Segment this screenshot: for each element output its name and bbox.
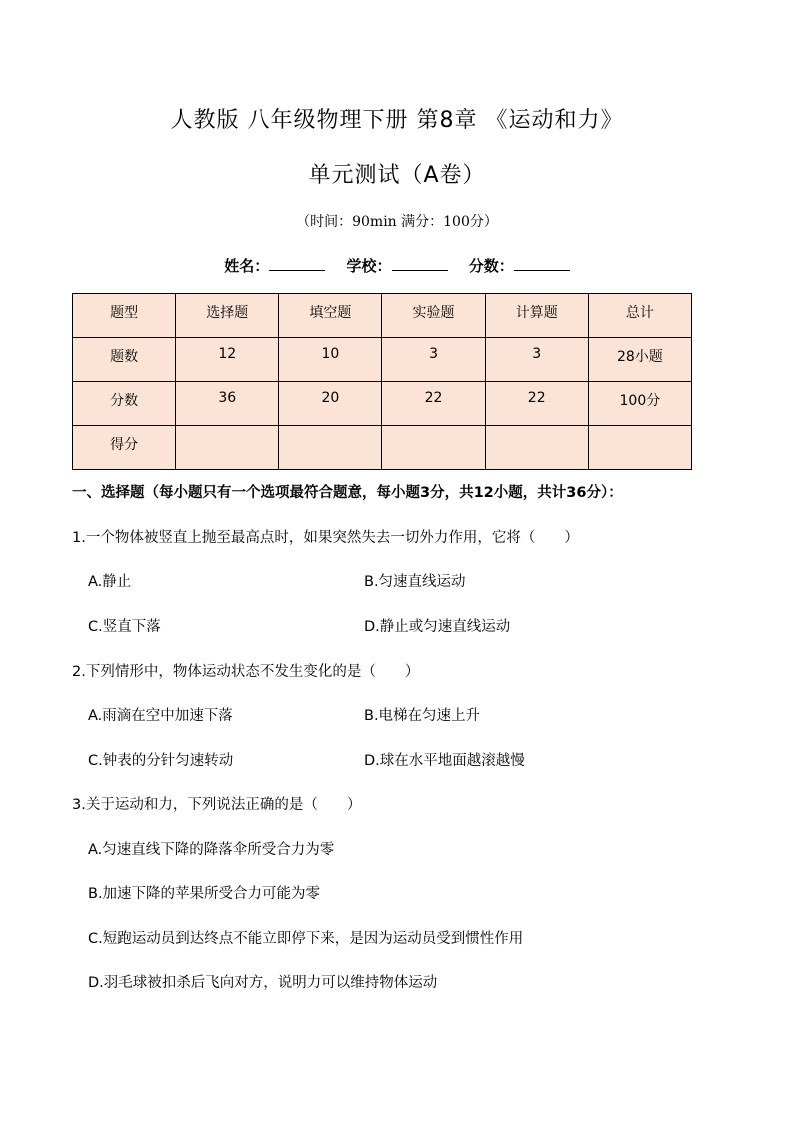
table-cell: 题型: [73, 294, 176, 338]
table-cell: 22: [382, 382, 485, 426]
score-field: [469, 257, 570, 275]
question-stem: 3.关于运动和力，下列说法正确的是（ ）: [72, 797, 362, 813]
option-c[interactable]: C.钟表的分针匀速转动: [88, 753, 234, 769]
table-cell: 3: [382, 338, 485, 382]
option-d[interactable]: D.羽毛球被扣杀后飞向对方，说明力可以维持物体运动: [88, 975, 438, 991]
table-cell: 100分: [588, 382, 691, 426]
table-cell: 10: [279, 338, 382, 382]
document-subtitle: 单元测试（A卷）: [308, 163, 486, 188]
student-info-fields: [0, 255, 794, 276]
table-cell: 填空题: [279, 294, 382, 338]
option-b[interactable]: B.电梯在匀速上升: [364, 708, 481, 724]
table-row: [73, 338, 692, 382]
option-c[interactable]: C.短跑运动员到达终点不能立即停下来，是因为运动员受到惯性作用: [88, 931, 524, 947]
school-blank[interactable]: [392, 270, 448, 271]
score-input-cell[interactable]: [485, 426, 588, 470]
table-cell: 3: [485, 338, 588, 382]
school-label: 学校：: [346, 257, 392, 275]
option-a[interactable]: A.静止: [88, 574, 132, 590]
document-title: 人教版 八年级物理下册 第8章 《运动和力》: [170, 108, 624, 133]
table-cell: 22: [485, 382, 588, 426]
option-d[interactable]: D.球在水平地面越滚越慢: [364, 753, 525, 769]
score-input-cell[interactable]: [382, 426, 485, 470]
table-cell: 36: [176, 382, 279, 426]
option-b[interactable]: B.加速下降的苹果所受合力可能为零: [88, 886, 321, 902]
school-field: [346, 257, 447, 275]
option-b[interactable]: B.匀速直线运动: [364, 574, 466, 590]
score-input-cell[interactable]: [588, 426, 691, 470]
option-c[interactable]: C.竖直下落: [88, 619, 161, 635]
table-cell: 选择题: [176, 294, 279, 338]
option-a[interactable]: A.雨滴在空中加速下落: [88, 708, 233, 724]
table-row: [73, 294, 692, 338]
table-cell: 28小题: [588, 338, 691, 382]
option-a[interactable]: A.匀速直线下降的降落伞所受合力为零: [88, 842, 335, 858]
table-row: [73, 382, 692, 426]
table-cell: 12: [176, 338, 279, 382]
score-input-cell[interactable]: [279, 426, 382, 470]
table-cell: 总计: [588, 294, 691, 338]
exam-info: （时间：90min 满分：100分）: [296, 214, 498, 230]
table-cell: 分数: [73, 382, 176, 426]
score-label: 分数：: [468, 257, 514, 275]
score-input-cell[interactable]: [176, 426, 279, 470]
table-row: [73, 426, 692, 470]
name-blank[interactable]: [269, 270, 325, 271]
score-table: [72, 293, 692, 470]
table-cell: 实验题: [382, 294, 485, 338]
section-heading: 一、选择题（每小题只有一个选项最符合题意，每小题3分，共12小题，共计36分）：: [72, 485, 623, 501]
table-cell: 计算题: [485, 294, 588, 338]
name-field: [224, 257, 325, 275]
question-stem: 2.下列情形中，物体运动状态不发生变化的是（ ）: [72, 664, 420, 680]
option-d[interactable]: D.静止或匀速直线运动: [364, 619, 511, 635]
table-cell: 题数: [73, 338, 176, 382]
table-cell: 得分: [73, 426, 176, 470]
score-blank[interactable]: [514, 270, 570, 271]
table-cell: 20: [279, 382, 382, 426]
name-label: 姓名：: [224, 257, 270, 275]
question-stem: 1.一个物体被竖直上抛至最高点时，如果突然失去一切外力作用，它将（ ）: [72, 530, 579, 546]
